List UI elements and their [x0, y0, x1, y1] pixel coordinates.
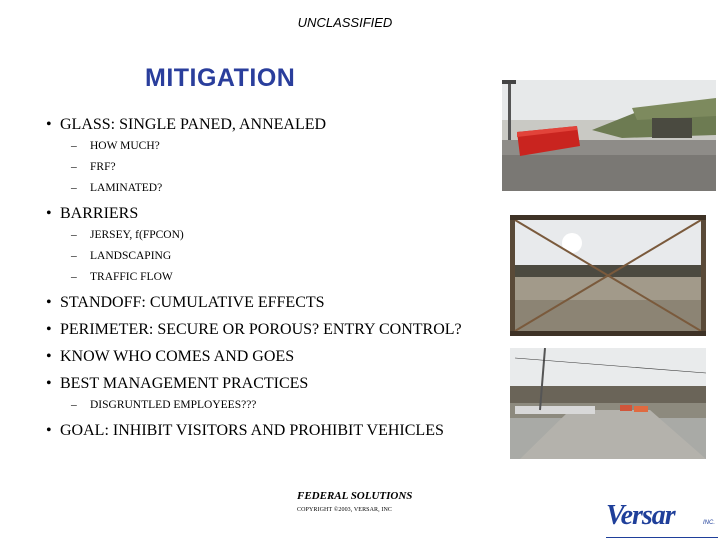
logo-text: Versar: [606, 500, 675, 531]
photo-window: [510, 215, 706, 336]
bullet-standoff: • STANDOFF: CUMULATIVE EFFECTS: [40, 292, 480, 314]
photo-road: [510, 348, 706, 459]
logo-underline: [606, 537, 718, 538]
window-image: [510, 215, 706, 336]
classification-label: UNCLASSIFIED: [297, 15, 393, 30]
sub-bullet: – HOW MUCH?: [40, 136, 480, 157]
bullet-know: • KNOW WHO COMES AND GOES: [40, 346, 480, 368]
footer-company: FEDERAL SOLUTIONS: [297, 490, 413, 502]
road-image: [510, 348, 706, 459]
bullet-barriers: • BARRIERS: [40, 203, 480, 225]
versar-logo: [606, 499, 718, 539]
bullet-glass: • GLASS: SINGLE PANED, ANNEALED: [40, 114, 480, 136]
photo-dumpster: [502, 80, 716, 191]
slide-title: MITIGATION: [145, 64, 296, 92]
sub-bullet: – FRF?: [40, 157, 480, 178]
dumpster-image: [502, 80, 716, 191]
bullet-goal: • GOAL: INHIBIT VISITORS AND PROHIBIT VEHICLES: [40, 420, 455, 442]
sub-bullet: – LANDSCAPING: [40, 246, 480, 267]
sub-bullet: – DISGRUNTLED EMPLOYEES???: [40, 395, 480, 416]
bullet-best-practices: • BEST MANAGEMENT PRACTICES: [40, 373, 480, 395]
footer-copyright: COPYRIGHT ©2003, VERSAR, INC: [297, 507, 392, 513]
sub-bullet: – JERSEY, f(FPCON): [40, 225, 480, 246]
bullet-perimeter: • PERIMETER: SECURE OR POROUS? ENTRY CONTROL?: [40, 319, 465, 341]
sub-bullet: – TRAFFIC FLOW: [40, 267, 480, 288]
logo-suffix: INC.: [703, 520, 715, 526]
bullet-list: [40, 110, 480, 442]
sub-bullet: – LAMINATED?: [40, 178, 480, 199]
